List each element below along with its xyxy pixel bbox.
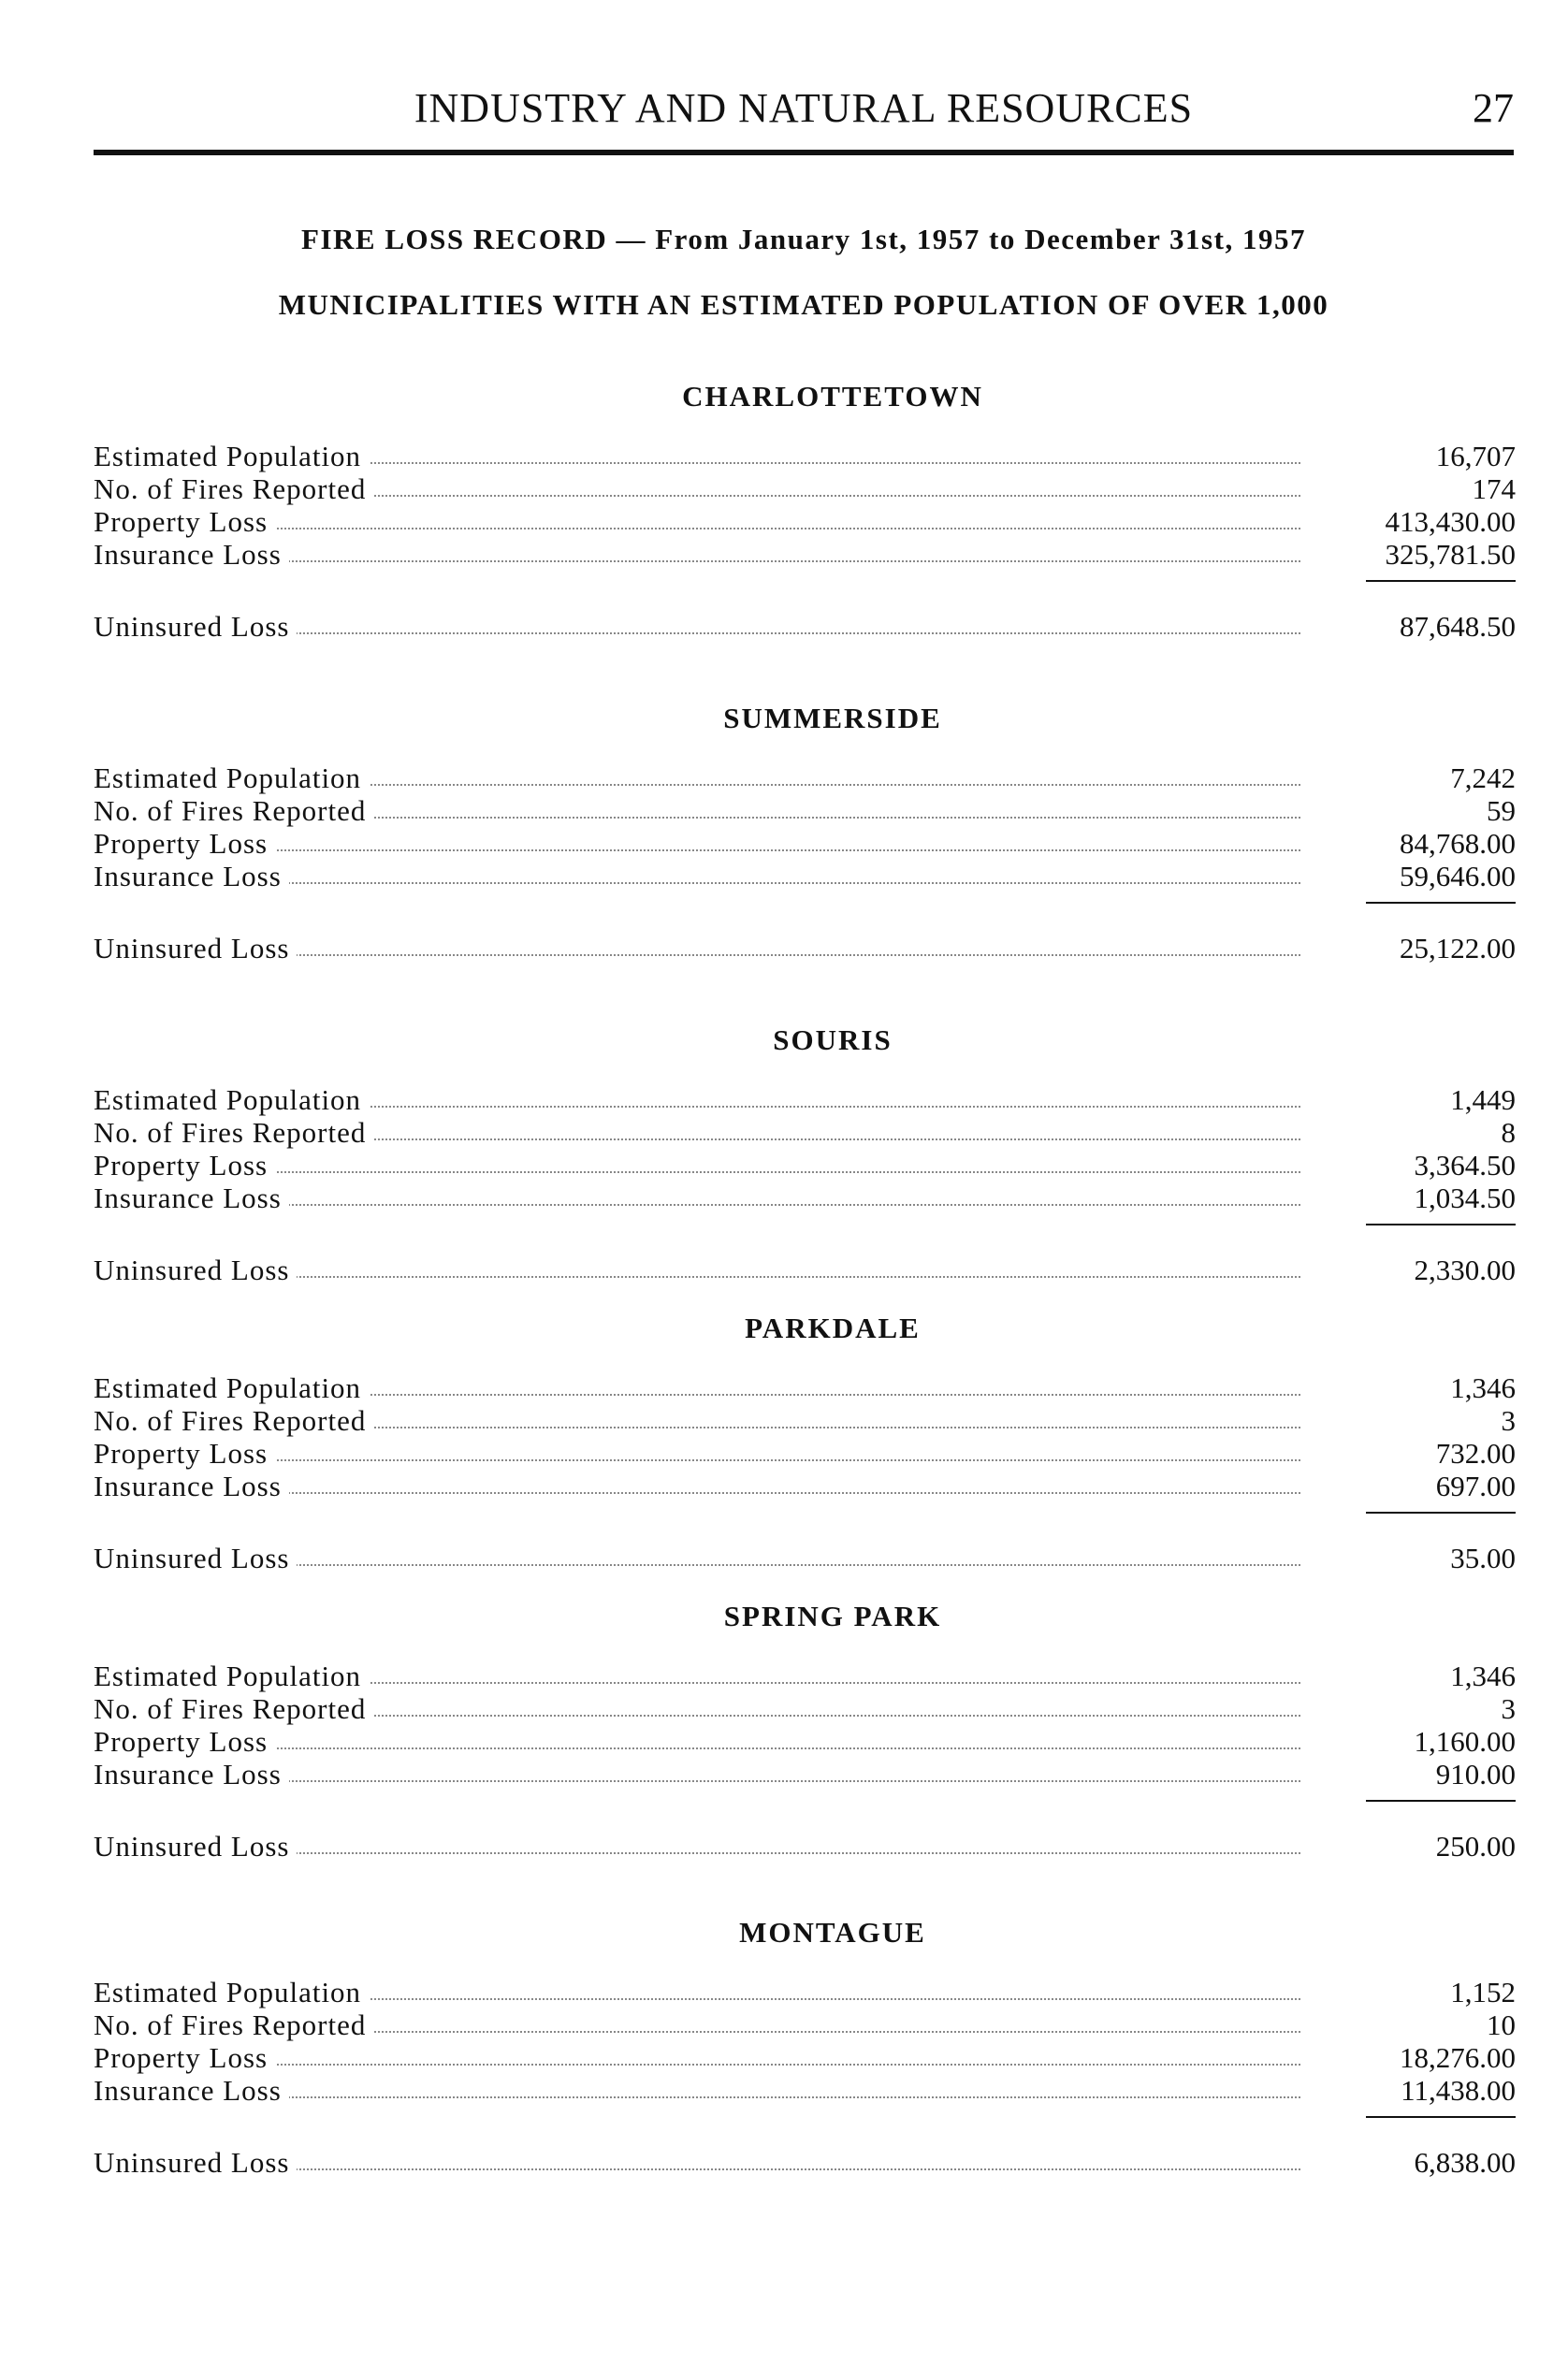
row-fires: No. of Fires Reported 3: [94, 1404, 1516, 1437]
section-title: SOURIS: [773, 1023, 893, 1056]
section-spring-park: [94, 1598, 1516, 1863]
row-property-loss: Property Loss 732.00: [94, 1437, 1516, 1470]
record-heading: FIRE LOSS RECORD — From January 1st, 1957 to December 31st, 1957: [301, 223, 1306, 255]
row-fires: No. of Fires Reported 8: [94, 1116, 1516, 1149]
row-insurance-loss: Insurance Loss 1,034.50: [94, 1182, 1516, 1214]
section-parkdale: [94, 1310, 1516, 1574]
section-summerside: [94, 700, 1516, 964]
section-charlottetown: [94, 378, 1516, 643]
section-title: SPRING PARK: [723, 1600, 942, 1632]
row-population: Estimated Population 7,242: [94, 761, 1516, 794]
row-property-loss: Property Loss 413,430.00: [94, 505, 1516, 538]
row-uninsured-loss: Uninsured Loss 25,122.00: [94, 932, 1516, 964]
total-rule: [1366, 902, 1516, 904]
total-rule: [1366, 580, 1516, 582]
row-uninsured-loss: Uninsured Loss 2,330.00: [94, 1254, 1516, 1286]
total-rule: [1366, 1224, 1516, 1225]
page-number: 27: [1473, 85, 1514, 131]
row-population: Estimated Population 1,152: [94, 1976, 1516, 2008]
row-insurance-loss: Insurance Loss 11,438.00: [94, 2074, 1516, 2107]
row-uninsured-loss: Uninsured Loss 35.00: [94, 1542, 1516, 1574]
row-fires: No. of Fires Reported 10: [94, 2008, 1516, 2041]
running-title: INDUSTRY AND NATURAL RESOURCES: [414, 85, 1194, 131]
section-souris: [94, 1022, 1516, 1286]
row-fires: No. of Fires Reported 174: [94, 472, 1516, 505]
row-insurance-loss: Insurance Loss 697.00: [94, 1470, 1516, 1502]
row-insurance-loss: Insurance Loss 59,646.00: [94, 860, 1516, 892]
section-title: MONTAGUE: [739, 1916, 926, 1949]
row-property-loss: Property Loss 1,160.00: [94, 1725, 1516, 1758]
row-fires: No. of Fires Reported 3: [94, 1692, 1516, 1725]
row-uninsured-loss: Uninsured Loss 87,648.50: [94, 610, 1516, 643]
total-rule: [1366, 1800, 1516, 1802]
row-insurance-loss: Insurance Loss 325,781.50: [94, 538, 1516, 571]
row-property-loss: Property Loss 84,768.00: [94, 827, 1516, 860]
header-rule: [94, 150, 1514, 155]
row-fires: No. of Fires Reported 59: [94, 794, 1516, 827]
row-insurance-loss: Insurance Loss 910.00: [94, 1758, 1516, 1791]
section-montague: [94, 1914, 1516, 2179]
total-rule: [1366, 1512, 1516, 1514]
row-population: Estimated Population 16,707: [94, 440, 1516, 472]
row-property-loss: Property Loss 18,276.00: [94, 2041, 1516, 2074]
section-title: CHARLOTTETOWN: [682, 380, 983, 413]
row-population: Estimated Population 1,346: [94, 1371, 1516, 1404]
row-uninsured-loss: Uninsured Loss 250.00: [94, 1830, 1516, 1863]
row-population: Estimated Population 1,449: [94, 1083, 1516, 1116]
page-header: [94, 82, 1514, 138]
total-rule: [1366, 2116, 1516, 2118]
record-subheading: MUNICIPALITIES WITH AN ESTIMATED POPULATION OF OVER 1,000: [278, 288, 1329, 321]
section-title: SUMMERSIDE: [723, 702, 942, 734]
section-title: PARKDALE: [745, 1312, 921, 1344]
row-population: Estimated Population 1,346: [94, 1660, 1516, 1692]
row-uninsured-loss: Uninsured Loss 6,838.00: [94, 2146, 1516, 2179]
row-property-loss: Property Loss 3,364.50: [94, 1149, 1516, 1182]
